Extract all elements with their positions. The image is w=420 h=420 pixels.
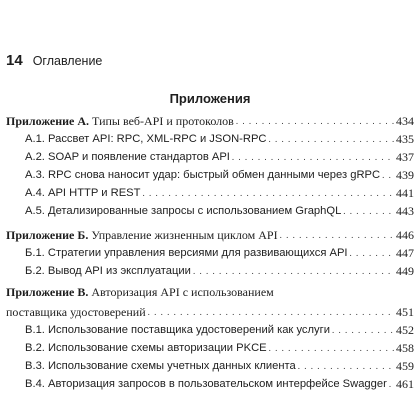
dot-leader: [193, 264, 394, 278]
dot-leader: [142, 186, 394, 200]
toc-entry-v2[interactable]: [6, 337, 414, 355]
toc-page-number: 439: [396, 168, 414, 182]
section-title: Приложения: [169, 91, 251, 106]
toc-entry-appendix-b[interactable]: [6, 224, 414, 242]
toc-page-number: 437: [396, 150, 414, 164]
page-number: 14: [6, 52, 23, 69]
toc-page-number: 461: [396, 377, 414, 391]
toc-page-number: 451: [396, 305, 414, 319]
dot-leader: [382, 168, 394, 182]
appendix-prefix: Приложение А.: [6, 114, 90, 128]
appendix-v: [6, 284, 414, 391]
toc-entry-a1[interactable]: [6, 128, 414, 146]
dot-leader: [298, 359, 394, 373]
toc-page-number: 449: [396, 264, 414, 278]
dot-leader: [148, 305, 394, 319]
toc-entry-label: Б.2. Вывод API из эксплуатации: [25, 265, 191, 277]
toc-page-number: 441: [396, 186, 414, 200]
appendix-title: Управление жизненным циклом API: [91, 228, 278, 242]
toc-entry-label: В.3. Использование схемы учетных данных клиента: [25, 360, 296, 372]
toc-entry-a3[interactable]: [6, 164, 414, 182]
toc-entry-label: А.5. Детализированные запросы с использованием GraphQL: [25, 205, 342, 217]
toc-page-number: 447: [396, 246, 414, 260]
appendix-prefix: Приложение Б.: [6, 228, 89, 242]
toc-entry-label: В.2. Использование схемы авторизации PKCE: [25, 342, 267, 354]
toc-entry-label: В.1. Использование поставщика удостоверений как услуги: [25, 324, 330, 336]
dot-leader: [389, 377, 394, 391]
toc-entry-v3[interactable]: [6, 355, 414, 373]
dot-leader: [280, 228, 394, 242]
dot-leader: [232, 150, 394, 164]
toc-page-number: 458: [396, 341, 414, 355]
dot-leader: [269, 341, 394, 355]
appendix-prefix: Приложение В.: [6, 285, 89, 299]
dot-leader: [350, 246, 394, 260]
running-header: [6, 52, 102, 69]
toc-entry-a4[interactable]: [6, 182, 414, 200]
toc-entry-v1[interactable]: [6, 319, 414, 337]
toc-entry-label: В.4. Авторизация запросов в пользовательском интерфейсе Swagger: [25, 378, 387, 390]
dot-leader: [236, 114, 394, 128]
toc-entry-v4[interactable]: [6, 373, 414, 391]
toc-entry-label: [6, 114, 234, 128]
toc-page-number: 459: [396, 359, 414, 373]
toc-page-number: 434: [396, 114, 414, 128]
toc-entry-a5[interactable]: [6, 200, 414, 218]
appendix-title: Типы веб-API и протоколов: [92, 114, 234, 128]
toc-entry-label: Б.1. Стратегии управления версиями для развивающихся API: [25, 247, 348, 259]
toc-page-number: 446: [396, 228, 414, 242]
appendix-a: [6, 110, 414, 218]
toc-entry-label: А.1. Рассвет API: RPC, XML-RPC и JSON-RPC: [25, 133, 267, 145]
dot-leader: [269, 132, 395, 146]
toc-entry-appendix-v-line1[interactable]: [6, 284, 414, 301]
running-title: Оглавление: [32, 54, 103, 68]
toc-entry-label: [6, 228, 278, 242]
toc-entry-a2[interactable]: [6, 146, 414, 164]
dot-leader: [343, 204, 394, 218]
toc-entry-label: А.4. API HTTP и REST: [25, 187, 141, 199]
toc-entry-appendix-v[interactable]: [6, 301, 414, 319]
appendix-title-continued: поставщика удостоверений: [6, 305, 146, 319]
table-of-contents: [6, 110, 414, 397]
appendix-b: [6, 224, 414, 278]
toc-page-number: 443: [396, 204, 414, 218]
toc-entry-label: А.3. RPC снова наносит удар: быстрый обмен данными через gRPC: [25, 169, 381, 181]
toc-entry-b2[interactable]: [6, 260, 414, 278]
toc-entry-b1[interactable]: [6, 242, 414, 260]
toc-page-number: 452: [396, 323, 414, 337]
toc-entry-appendix-a[interactable]: [6, 110, 414, 128]
toc-page-number: 435: [396, 132, 414, 146]
dot-leader: [332, 323, 394, 337]
toc-entry-label: А.2. SOAP и появление стандартов API: [25, 151, 230, 163]
appendix-title: Авторизация API с использованием: [91, 285, 274, 299]
